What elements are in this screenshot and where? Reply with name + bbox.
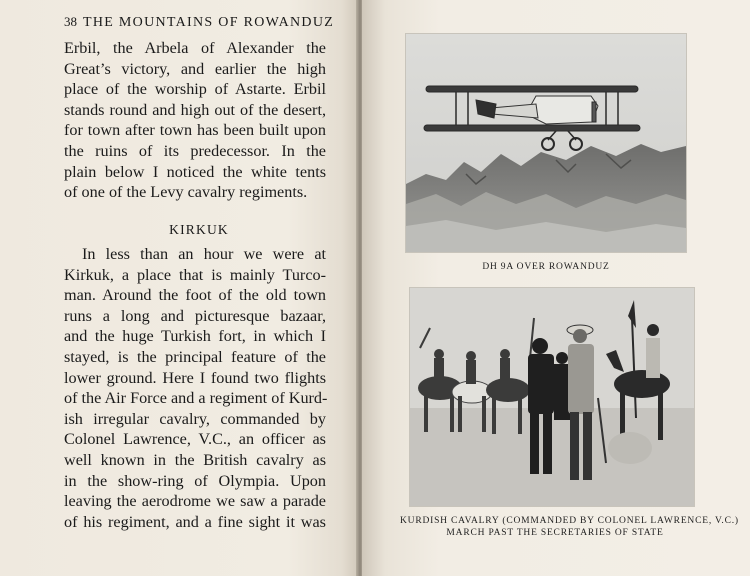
text-line: and the huge Turkish fort, in which I [64, 327, 326, 346]
text-line: place of the worship of Astarte. Erbil [64, 80, 326, 99]
photo2-caption-line1: KURDISH CAVALRY (COMMANDED BY COLONEL LAWRENCE, V.C.) [400, 516, 739, 526]
text-line: In less than an hour we were at [82, 245, 326, 263]
section-heading-kirkuk: KIRKUK [169, 222, 229, 237]
photo2-caption-line2: MARCH PAST THE SECRETARIES OF STATE [446, 528, 664, 538]
text-line: stayed, is the principal feature of the [64, 347, 326, 366]
text-line: Kirkuk, a place that is mainly Turco- [64, 265, 326, 284]
text-line: well known in the British cavalry as [64, 450, 326, 469]
text-line: of his regiment, and a fine sight it was [64, 512, 326, 531]
photo1-caption: DH 9A OVER ROWANDUZ [482, 262, 610, 272]
photo-biplane-over-mountains [406, 34, 686, 252]
text-line: of one of the Levy cavalry regiments. [64, 183, 308, 202]
text-line: Colonel Lawrence, V.C., an officer as [64, 430, 326, 449]
text-line: stands round and high out of the desert, [64, 100, 326, 119]
paragraph-erbil [64, 38, 326, 203]
text-line: in the show-ring of Olympia. Upon [64, 471, 326, 490]
text-line: leaving the aerodrome we saw a parade [64, 492, 326, 511]
photo-kurdish-cavalry [410, 288, 694, 506]
text-line: Erbil, the Arbela of Alexander the [64, 39, 326, 57]
text-line: for town after town has been built upon [64, 121, 326, 140]
text-line: plain below I noticed the white tents [64, 162, 326, 181]
text-line: ish irregular cavalry, commanded by [64, 409, 326, 428]
paragraph-kirkuk [64, 244, 326, 532]
text-line: runs a long and picturesque bazaar, [64, 306, 326, 325]
running-head [64, 14, 334, 31]
text-line: lower ground. Here I found two flights [64, 368, 326, 387]
biplane-illustration [406, 34, 686, 252]
text-line: Great’s victory, and earlier the high [64, 59, 326, 78]
text-line: of the Air Force and a regiment of Kurd- [64, 389, 328, 408]
cavalry-illustration [410, 288, 694, 506]
text-line: man. Around the foot of the old town [64, 286, 326, 305]
page-number: 38 [64, 14, 77, 29]
running-title: THE MOUNTAINS OF ROWANDUZ [83, 15, 335, 30]
text-line: the ruins of its predecessor. In the [64, 141, 326, 160]
